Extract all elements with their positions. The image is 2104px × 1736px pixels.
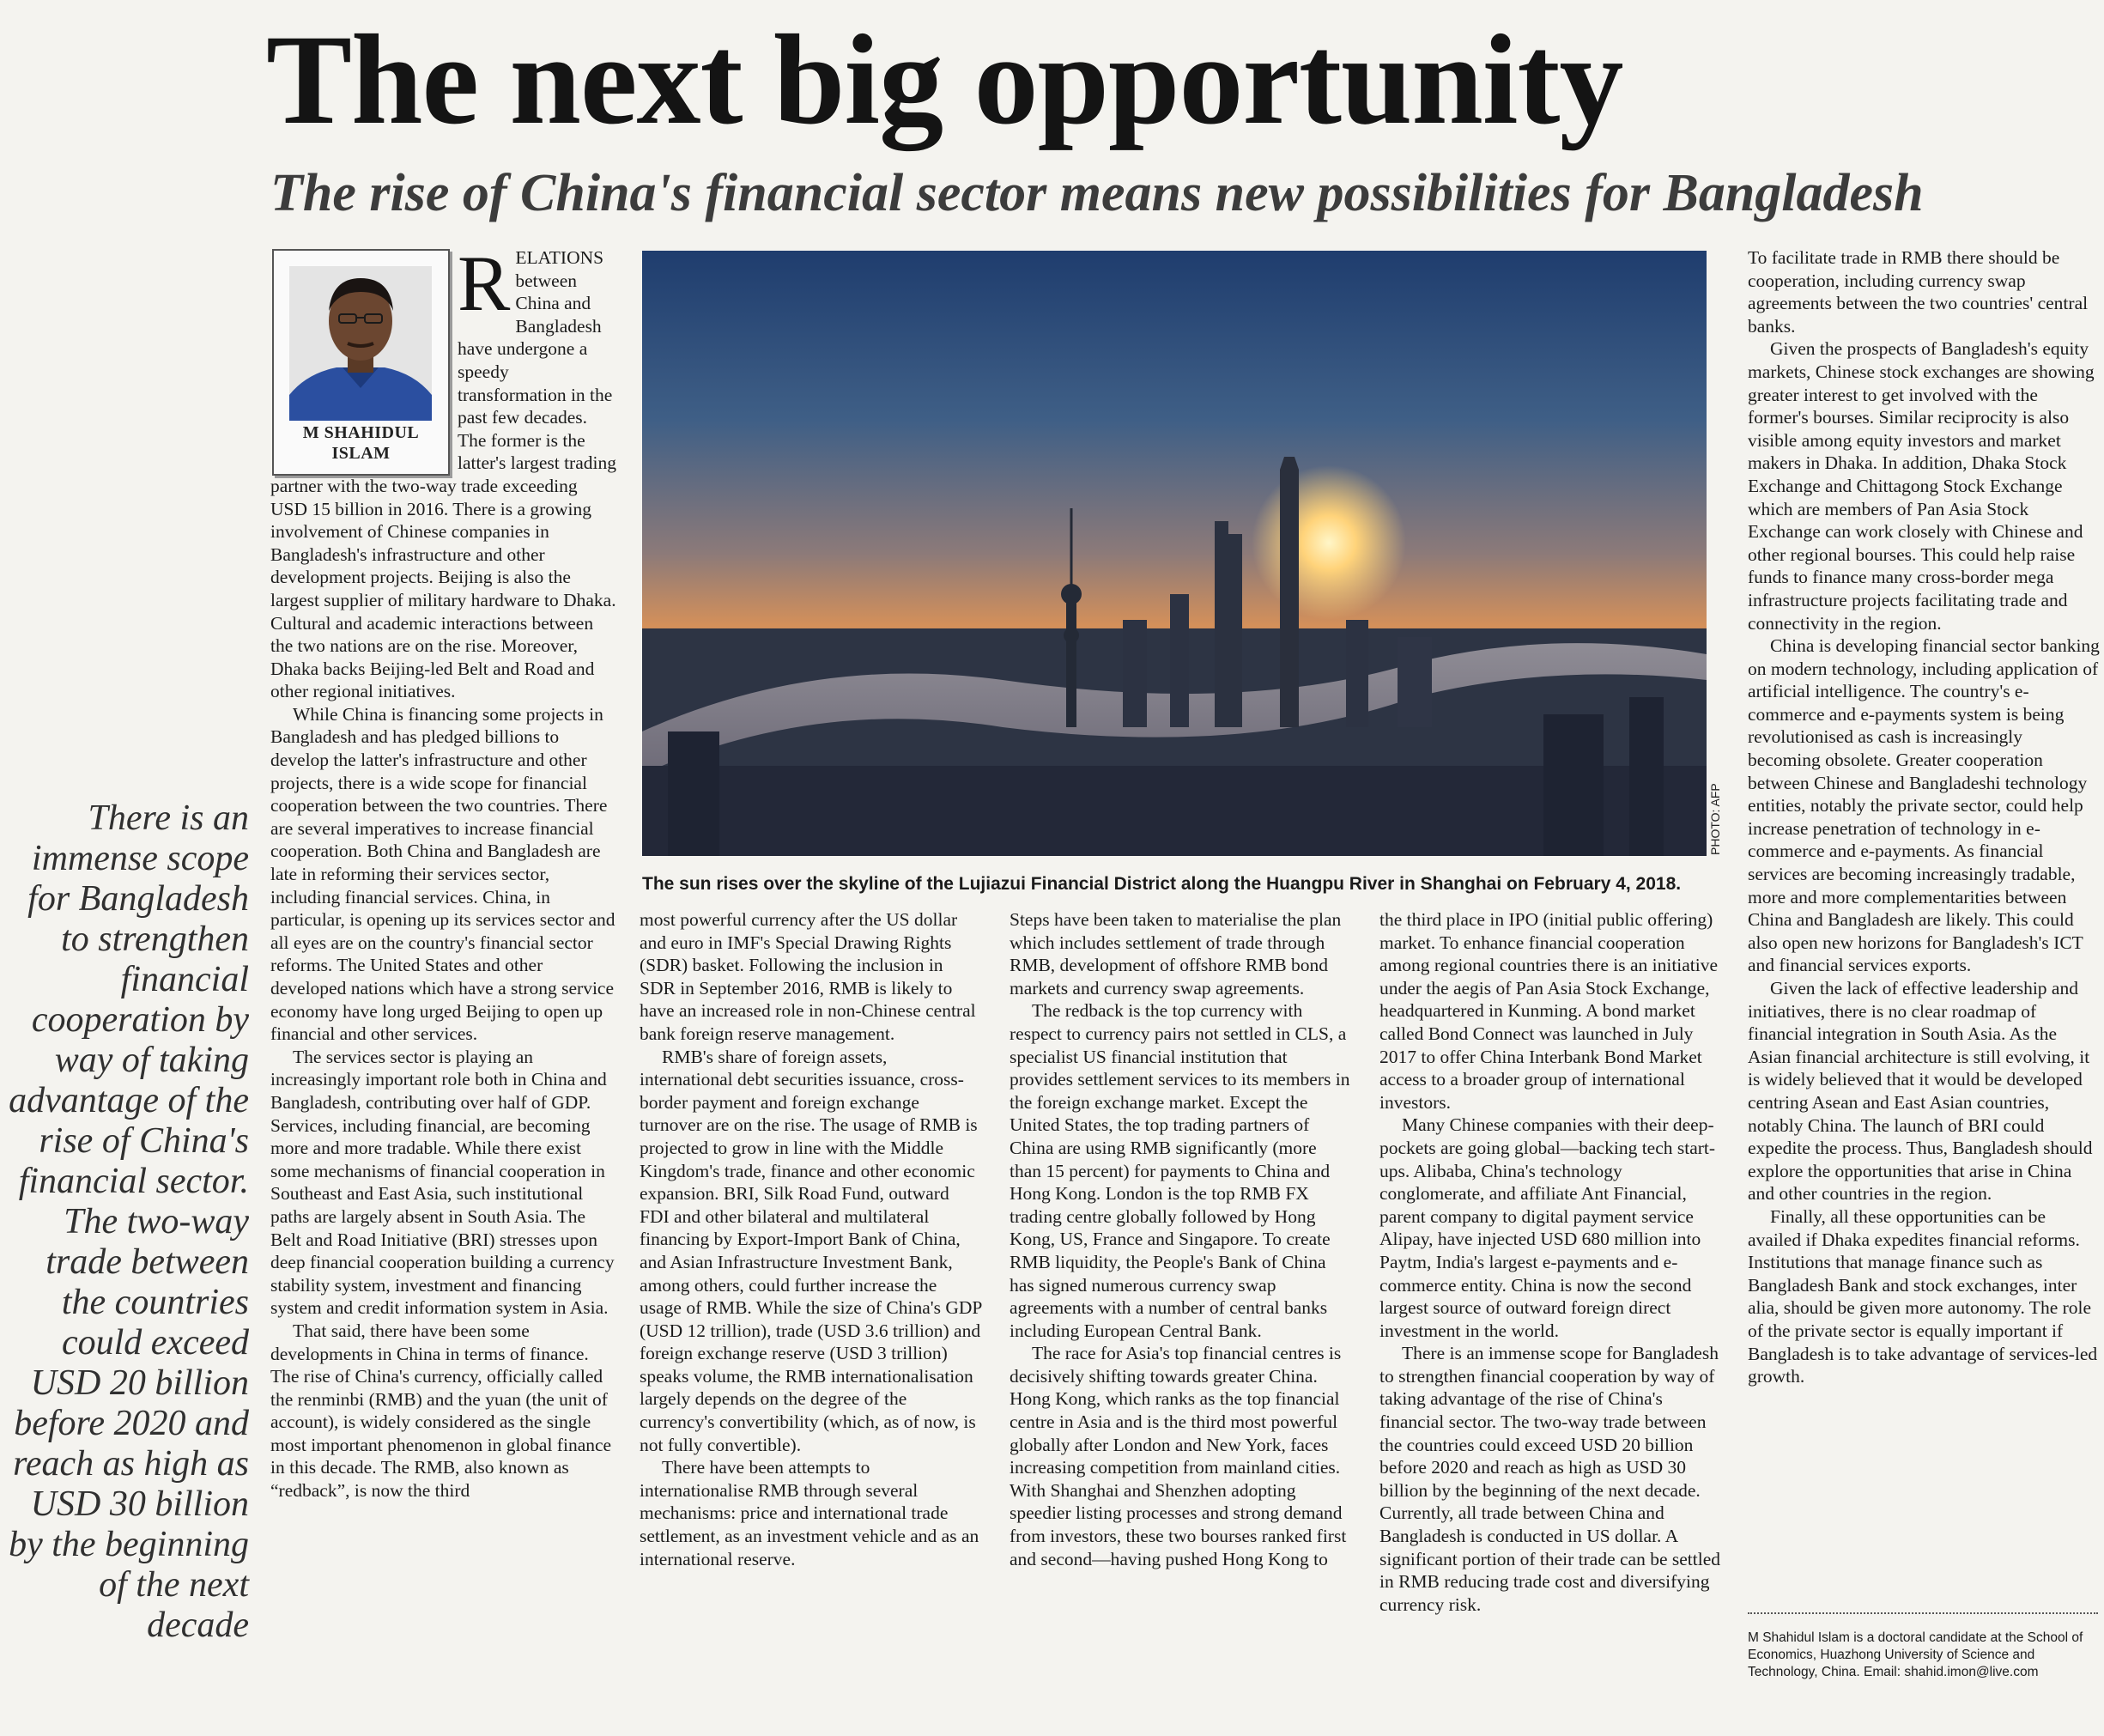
article-paragraph: The services sector is playing an increasingly important role both in China and Bangladesh, contributing over half of GDP. Services, including financial, are becoming more and more tradable. While there exist some mechanisms of financial cooperation in Southeast and East Asia, such institutional paths are largely absent in South Asia. The Belt and Road Initiative (BRI) stresses upon deep financial cooperation building a currency stability system, investment and financing system and credit information system in Asia. — [270, 1046, 615, 1319]
article-paragraph: RMB's share of foreign assets, international debt securities issuance, cross-border payment and foreign exchange turnover are on the rise. The usage of RMB is projected to grow in line with the Middle Kingdom's trade, finance and other economic expansion. BRI, Silk Road Fund, outward FDI and other bilateral and multilateral financing by Export-Import Bank of China, and Asian Infrastructure Investment Bank, among others, could further increase the usage of RMB. While the size of China's GDP (USD 12 trillion), trade (USD 3.6 trillion) and foreign exchange reserve (USD 3 trillion) speaks volume, the RMB internationalisation largely depends on the degree of the currency's convertibility (which, as of now, is not fully convertible). — [640, 1046, 982, 1455]
article-paragraph: Many Chinese companies with their deep-pockets are going global—backing tech start-ups. Alibaba, China's technology conglomerate, and affiliate Ant Financial, parent company to digital payment service Alipay, have injected USD 680 million into Paytm, India's largest e-payments and e-commerce entity. China is now the second largest source of outward foreign direct investment in the world. — [1379, 1114, 1716, 1341]
article-paragraph: the third place in IPO (initial public offering) market. To enhance financial cooperation among regional countries there is an initiative under the aegis of Pan Asia Stock Exchange, headquartered in Kunming. A bond market called Bond Connect was launched in July 2017 to offer China Interbank Bond Market access to a broader group of international investors. — [1379, 909, 1719, 1113]
article-paragraph: There is an immense scope for Bangladesh to strengthen financial cooperation by way of taking advantage of the rise of China's financial sector. The two-way trade between the countries could exceed USD 20 billion before 2020 and reach as high as USD 30 billion by the beginning of the next decade. Currently, all trade between China and Bangladesh is conducted in US dollar. A significant portion of their trade can be settled in RMB reducing trade cost and diversifying currency risk. — [1379, 1343, 1721, 1615]
article-column-2 — [640, 908, 983, 1570]
article-paragraph: There have been attempts to internationalise RMB through several mechanisms: price and international trade settlement, as an investment vehicle and as an international reserve. — [640, 1457, 979, 1569]
article-paragraph: most powerful currency after the US dollar and euro in IMF's Special Drawing Rights (SDR) basket. Following the inclusion in SDR in September 2016, RMB is likely to have an increased role in non-Chinese central bank foreign reserve management. — [640, 909, 976, 1044]
skyline-image — [642, 251, 1707, 856]
pull-quote: There is an immense scope for Bangladesh to strengthen financial cooperation by way of taking advantage of the rise of China's financial sector. The two-way trade between the countries could exceed USD 20 billion before 2020 and reach as high as USD 30 billion by the beginning of the next decade — [9, 798, 249, 1645]
article-column-3 — [1010, 908, 1353, 1570]
author-box-spacer — [270, 246, 458, 474]
article-paragraph: That said, there have been some developments in China in terms of finance. The rise of China's currency, officially called the renminbi (RMB) and the yuan (the unit of account), is widely considered as the single most important phenomenon in global finance in this decade. The RMB, also known as “redback”, is now the third — [270, 1320, 612, 1502]
author-name-line1: M SHAHIDUL — [302, 423, 420, 442]
shanghai-skyline-photo — [642, 251, 1707, 856]
deck-subtitle: The rise of China's financial sector means new possibilities for Bangladesh — [270, 164, 1924, 222]
article-column-5 — [1748, 246, 2100, 1388]
headline: The next big opportunity — [266, 9, 1623, 151]
article-paragraph: Given the prospects of Bangladesh's equity markets, Chinese stock exchanges are showing greater interest to get involved with the former's bourses. Similar reciprocity is also visible among equity investors and market makers in Dhaka. In addition, Dhaka Stock Exchange and Chittagong Stock Exchange which are members of Pan Asia Stock Exchange can work closely with Chinese and other regional bourses. This could help raise funds to finance many cross-border mega infrastructure projects facilitating trade and connectivity in the region. — [1748, 338, 2095, 634]
article-paragraph: The redback is the top currency with respect to currency pairs not settled in CLS, a specialist US financial institution that provides settlement services to its members in the foreign exchange market. Except the United States, the top trading partners of China are using RMB significantly (more than 15 percent) for payments to China and Hong Kong. London is the top RMB FX trading centre globally followed by Hong Kong, US, France and Singapore. To create RMB liquidity, the People's Bank of China has signed numerous currency swap agreements with a number of central banks including European Central Bank. — [1010, 1000, 1350, 1341]
divider — [1748, 1612, 2098, 1614]
author-name-line2: ISLAM — [331, 444, 391, 463]
article-paragraph: Finally, all these opportunities can be availed if Dhaka expedites financial reforms. Institutions that manage finance such as Bangladesh Bank and stock exchanges, inter alia, should be given more autonomy. The role of the private sector is equally important if Bangladesh is to take advantage of services-led growth. — [1748, 1205, 2098, 1387]
photo-credit — [1708, 773, 1731, 859]
article-paragraph: While China is financing some projects in Bangladesh and has pledged billions to develop the latter's infrastructure and other projects, there is a wide scope for financial cooperation between the two countries. There are several imperatives to increase financial cooperation. Both China and Bangladesh are late in reforming their services sector, including financial services. China, in particular, is opening up its services sector and all eyes are on the country's financial sector reforms. The United States and other developed nations which have a strong service economy have long urged Beijing to open up financial and other services. — [270, 703, 615, 1045]
photo-credit-text: PHOTO: AFP — [1708, 783, 1722, 855]
article-paragraph: Steps have been taken to materialise the plan which includes settlement of trade through RMB, development of offshore RMB bond markets and currency swap agreements. — [1010, 909, 1342, 999]
article-paragraph: Given the lack of effective leadership and initiatives, there is no clear roadmap of financial integration in South Asia. As the Asian financial architecture is still evolving, it is widely believed that it would be developed centring Asean and East Asian countries, notably China. The launch of BRI could expedite the process. Thus, Bangladesh should explore the opportunities that arise in China and other countries in the region. — [1748, 978, 2093, 1205]
photo-caption: The sun rises over the skyline of the Lujiazui Financial District along the Huangpu River in Shanghai on February 4, 2018. — [642, 874, 1682, 894]
article-paragraph: China is developing financial sector banking on modern technology, including application of artificial intelligence. The country's e-commerce and e-payments system is being revolutionised as cash is increasingly becoming obsolete. Greater cooperation between Chinese and Bangladeshi technology entities, notably the private sector, could help increase penetration of technology in e-commerce and e-payments. As financial services are becoming increasingly tradable, more and more complementarities between China and Bangladesh are likely. This could also open new horizons for Bangladesh's ICT and financial services exports. — [1748, 635, 2100, 976]
article-paragraph: The race for Asia's top financial centres is decisively shifting towards greater China. Hong Kong, which ranks as the top financial centre in Asia and is the third most powerful globally after London and New York, faces increasing competition from mainland cities. With Shanghai and Shenzhen adopting speedier listing processes and strong demand from investors, these two bourses ranked first and second—having pushed Hong Kong to — [1010, 1343, 1347, 1569]
article-paragraph: To facilitate trade in RMB there should be cooperation, including currency swap agreements between the two countries' central banks. — [1748, 247, 2089, 337]
article-column-4 — [1379, 908, 1727, 1616]
article-paragraph-text: ELATIONS between China and Bangladesh have undergone a speedy transformation in the past few decades. The former is the latter's largest trading partner with the two-way trade exceeding USD 15 billion in 2016. There is a growing involvement of Chinese companies in Bangladesh's infrastructure and other development projects. Beijing is also the largest supplier of military hardware to Dhaka. Cultural and academic interactions between the two nations are on the rise. Moreover, Dhaka backs Beijing-led Belt and Road and other regional initiatives. — [270, 247, 616, 702]
drop-cap: R — [458, 240, 511, 327]
author-bio: M Shahidul Islam is a doctoral candidate at the School of Economics, Huazhong University of Science and Technology, China. Email: shahid.imon@live.com — [1748, 1630, 2083, 1679]
article-column-1 — [270, 240, 618, 1502]
